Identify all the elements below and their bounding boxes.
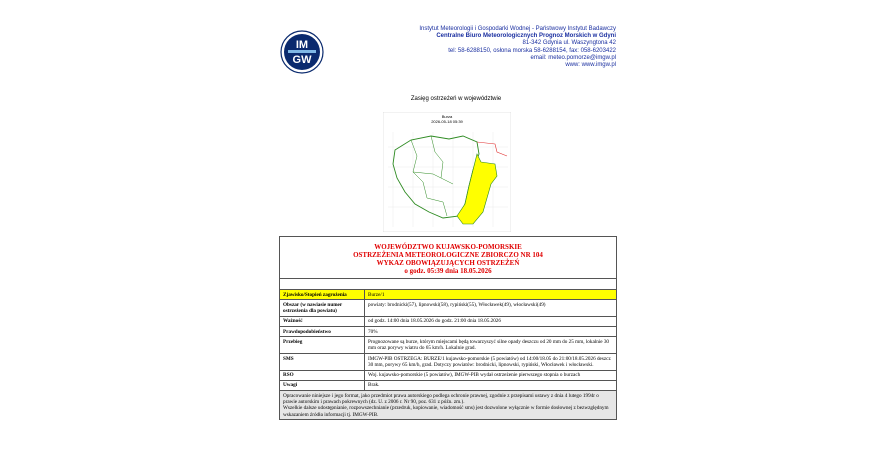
table-row [280, 380, 617, 390]
imgw-logo [280, 30, 324, 74]
row-label: SMS [280, 354, 365, 371]
warning-map [383, 112, 511, 232]
logo-text-bottom: GW [292, 54, 312, 66]
office-phone: tel: 58-6288150, osłona morska 58-6288154, fax: 058-6203422 [448, 47, 616, 54]
title-date: o godz. 05:39 dnia 18.05.2026 [404, 267, 492, 275]
row-value: 70% [365, 327, 617, 337]
office-www: www: www.imgw.pl [565, 62, 616, 69]
row-value: powiaty: brodnicki(57), lipnowski(58), rypiński(55), Włocławek(49), włocławski(49) [365, 300, 617, 317]
table-row [280, 300, 617, 317]
row-value: Burze/1 [365, 290, 617, 300]
row-value: IMGW-PIB OSTRZEGA: BURZE/1 kujawsko-pomorskie (5 powiatów) od 14:00/18.05 do 21:00/18.05.2026 deszcz 30 mm, porywy 65 km/h, grad. Dotyczy powiatów: brodnicki, lipnowski, rypiński, Włocławek i włocławski. [365, 354, 617, 371]
row-value: Brak. [365, 380, 617, 390]
row-label: Ważność [280, 316, 365, 326]
map-timestamp: 2026-05-18 05:39 [431, 119, 463, 124]
map-title: Burza [441, 114, 453, 119]
row-label: Prawdopodobieństwo [280, 327, 365, 337]
warning-table [279, 236, 617, 420]
row-value: Prognozowane są burze, którym miejscami będą towarzyszyć silne opady deszczu od 20 mm do 25 mm, lokalnie 30 mm oraz porywy wiatru do 65 km/h. Lokalnie grad. [365, 337, 617, 354]
row-label: Zjawisko/Stopień zagrożenia [280, 290, 365, 300]
title-region: WOJEWÓDZTWO KUJAWSKO-POMORSKIE [374, 243, 522, 251]
footer-row [280, 391, 617, 420]
table-row [280, 370, 617, 380]
title-bulletin: OSTRZEŻENIA METEOROLOGICZNE ZBIORCZO NR 104 [353, 251, 543, 259]
office-name: Centralne Biuro Meteorologicznych Prognoz Morskich w Gdyni [436, 33, 616, 40]
row-label: Uwagi [280, 380, 365, 390]
table-row [280, 354, 617, 371]
copyright-text-2: Wszelkie dalsze udostępnianie, rozpowszechnianie (przedruk, kopiowanie, wiadomość sms) jest dozwolone wyłącznie w formie dosłownej z bezwzględnym wskazaniem źródła informacji tj. IMGW-PIB. [283, 405, 609, 418]
map-caption: Zasięg ostrzeżeń w województwie [410, 96, 502, 102]
table-row [280, 327, 617, 337]
office-email: email: meteo.pomorze@imgw.pl [530, 54, 616, 61]
row-label: Przebieg [280, 337, 365, 354]
warning-title [280, 237, 617, 279]
copyright-note [280, 391, 617, 420]
row-value: Woj. kujawsko-pomorskie (5 powiatów), IMGW-PIB wydał ostrzeżenie pierwszego stopnia o burzach [365, 370, 617, 380]
map-title-block [383, 114, 511, 124]
copyright-text-1: Opracowanie niniejsze i jego format, jako przedmiot prawa autorskiego podlega ochronie prawnej, zgodnie z przepisami ustawy z dnia 4 lutego 1994r o prawie autorskim i prawach pokrewnych (dz. U. z 2006 r. Nr 90, poz. 631 z późn. zm.). [283, 392, 599, 406]
table-row [280, 337, 617, 354]
title-list: WYKAZ OBOWIĄZUJĄCYCH OSTRZEŻEŃ [376, 259, 520, 267]
institute-header [419, 26, 616, 69]
spacer-row [280, 279, 617, 290]
office-address: 81-342 Gdynia ul. Waszyngtona 42 [522, 40, 616, 47]
row-label: RSO [280, 370, 365, 380]
row-value: od godz. 14:00 dnia 18.05.2026 do godz. 21:00 dnia 18.05.2026 [365, 316, 617, 326]
row-label: Obszar (w nawiasie numer ostrzeżenia dla powiatu) [280, 300, 365, 317]
logo-text-top: IM [295, 39, 309, 51]
institute-name: Instytut Meteorologii i Gospodarki Wodnej - Państwowy Instytut Badawczy [419, 26, 616, 32]
table-row [280, 290, 617, 300]
table-row [280, 316, 617, 326]
